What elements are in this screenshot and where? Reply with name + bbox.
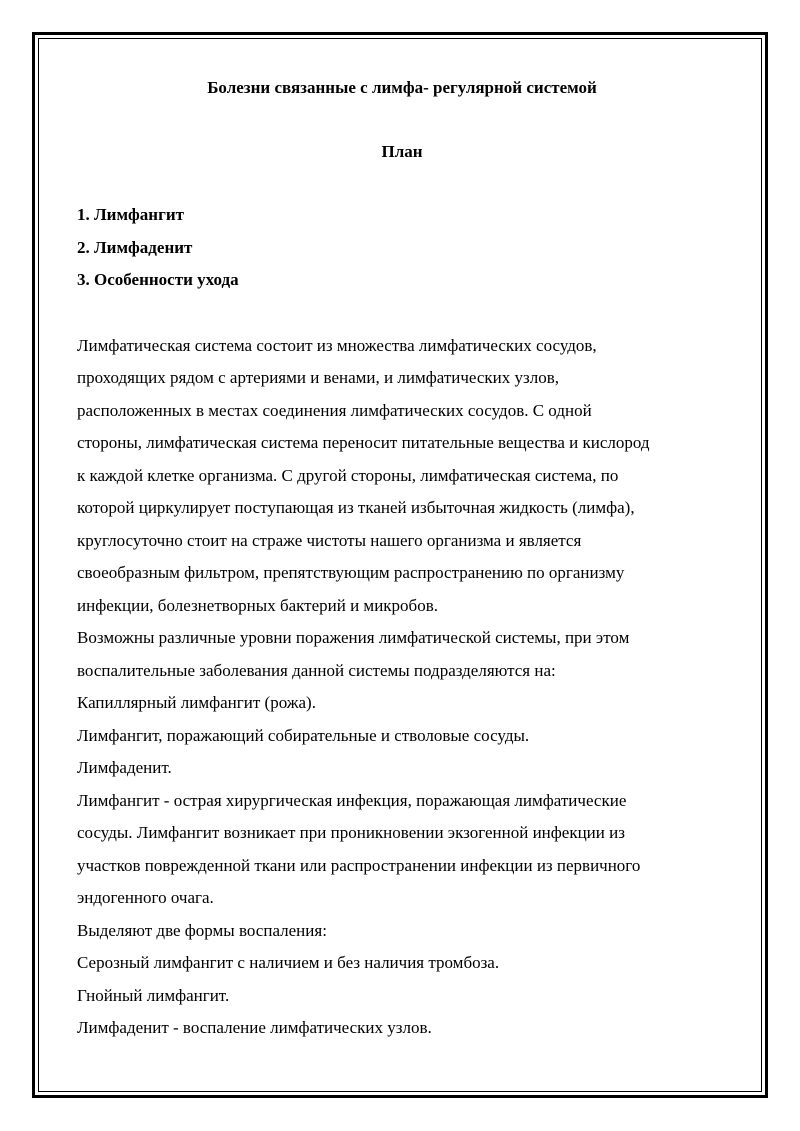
- paragraph: [77, 785, 727, 915]
- paragraph-line: своеобразным фильтром, препятствующим распространению по организму: [77, 563, 625, 582]
- paragraph-line: проходящих рядом с артериями и венами, и лимфатических узлов,: [77, 368, 560, 387]
- paragraph: [77, 752, 727, 785]
- paragraph-line: Возможны различные уровни поражения лимфатической системы, при этом: [77, 628, 630, 647]
- paragraph-line: круглосуточно стоит на страже чистоты нашего организма и является: [77, 530, 582, 550]
- plan-item: 2. Лимфаденит: [77, 237, 193, 257]
- paragraph-line: к каждой клетке организма. С другой стороны, лимфатическая система, по: [77, 465, 619, 485]
- paragraph-line: расположенных в местах соединения лимфатических сосудов. С одной: [77, 400, 592, 420]
- paragraph-line: Гнойный лимфангит.: [77, 985, 230, 1005]
- paragraph-line: инфекции, болезнетворных бактерий и микробов.: [77, 595, 438, 615]
- paragraph-line: Лимфаденит.: [77, 758, 172, 777]
- paragraph-line: которой циркулирует поступающая из тканей избыточная жидкость (лимфа),: [77, 498, 635, 517]
- paragraph: [77, 947, 727, 980]
- paragraph: [77, 330, 727, 623]
- document-content: [77, 72, 727, 1045]
- plan-list: [77, 199, 727, 297]
- paragraph-line: Серозный лимфангит с наличием и без наличия тромбоза.: [77, 953, 500, 972]
- paragraph-line: воспалительные заболевания данной системы подразделяются на:: [77, 660, 556, 680]
- paragraph: [77, 720, 727, 753]
- document-title: Болезни связанные с лимфа- регулярной системой: [207, 78, 597, 97]
- paragraph: [77, 915, 727, 948]
- paragraph-line: Лимфангит - острая хирургическая инфекция, поражающая лимфатические: [77, 790, 627, 810]
- paragraph-line: Капиллярный лимфангит (рожа).: [77, 693, 316, 712]
- plan-item: 1. Лимфангит: [77, 205, 184, 224]
- paragraph-line: сосуды. Лимфангит возникает при проникновении экзогенной инфекции из: [77, 823, 625, 842]
- paragraph-line: Выделяют две формы воспаления:: [77, 920, 327, 940]
- document-body: [77, 330, 727, 1045]
- paragraph: [77, 980, 727, 1013]
- plan-item: 3. Особенности ухода: [77, 270, 239, 289]
- paragraph: [77, 622, 727, 687]
- paragraph-line: Лимфангит, поражающий собирательные и стволовые сосуды.: [77, 725, 530, 745]
- paragraph: [77, 687, 727, 720]
- plan-heading: План: [381, 142, 423, 161]
- paragraph-line: Лимфаденит - воспаление лимфатических узлов.: [77, 1018, 432, 1037]
- paragraph-line: участков поврежденной ткани или распространении инфекции из первичного: [77, 855, 641, 875]
- paragraph-line: Лимфатическая система состоит из множества лимфатических сосудов,: [77, 335, 597, 355]
- paragraph-line: стороны, лимфатическая система переносит питательные вещества и кислород: [77, 433, 650, 452]
- paragraph-line: эндогенного очага.: [77, 888, 214, 907]
- paragraph: [77, 1012, 727, 1045]
